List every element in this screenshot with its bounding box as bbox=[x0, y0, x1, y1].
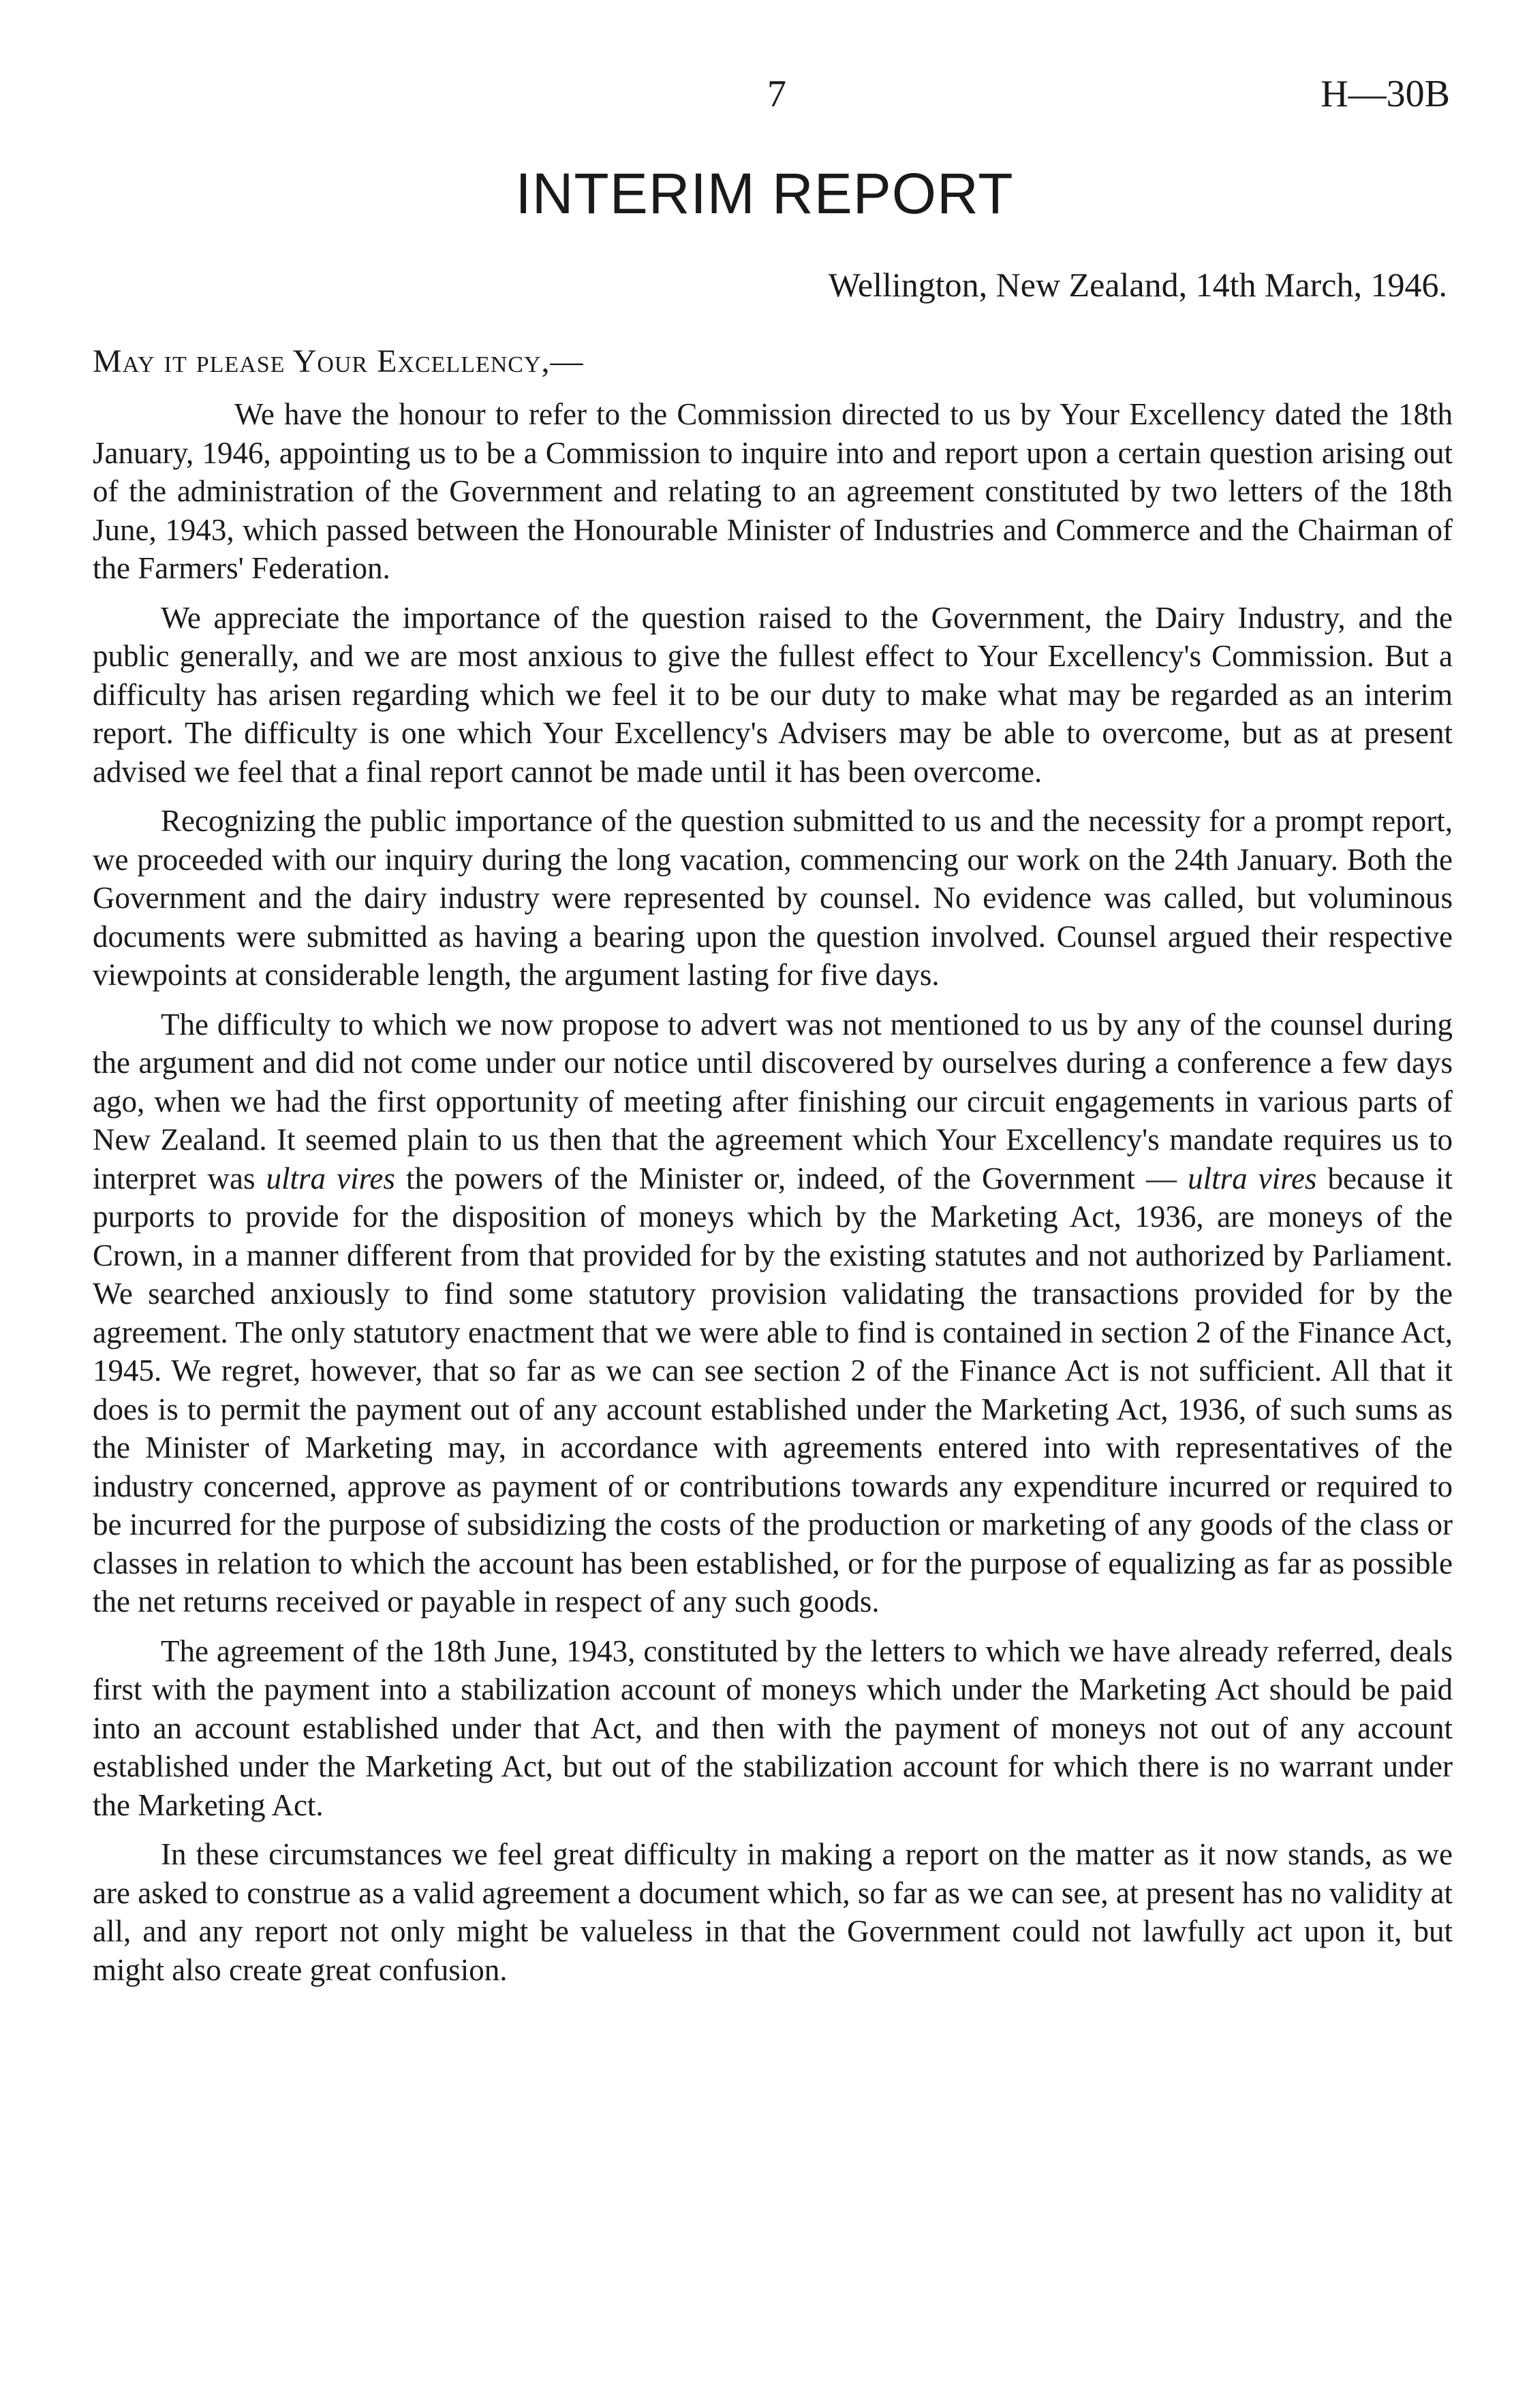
salutation: May it please Your Excellency,— bbox=[93, 343, 584, 379]
paragraph-4-text-c: because it purports to provide for the disposition of moneys which by the Marketing Act, 1936, are moneys of the Crown, in a manner different from that provided for by the existing statutes and not authorized by Parliament. We searched anxiously to find some statutory provision validating the transactions provided for by the agreement. The only statutory enactment that we were able to find is contained in section 2 of the Finance Act, 1945. We regret, however, that so far as we can see section 2 of the Finance Act is not sufficient. All that it does is to permit the payment out of any account established under the Marketing Act, 1936, of such sums as the Minister of Marketing may, in accordance with agreements entered into with representatives of the industry concerned, approve as payment of or contributions towards any expenditure incurred or required to be incurred for the purpose of subsidizing the costs of the production or marketing of any goods of the class or classes in relation to which the account has been established, or for the purpose of equalizing as far as possible the net returns received or payable in respect of any such goods. bbox=[93, 1161, 1453, 1619]
report-body bbox=[93, 395, 1453, 2000]
paragraph-4-latin-term-a: ultra vires bbox=[266, 1161, 395, 1195]
paragraph-2: We appreciate the importance of the question raised to the Government, the Dairy Industry, and the public generally, and we are most anxious to give the fullest effect to Your Excellency's Commission. But a difficulty has arisen regarding which we feel it to be our duty to make what may be regarded as an interim report. The difficulty is one which Your Excellency's Advisers may be able to overcome, but as at present advised we feel that a final report cannot be made until it has been overcome. bbox=[93, 600, 1453, 789]
paragraph-4-latin-term-b: ultra vires bbox=[1188, 1161, 1317, 1195]
dateline: Wellington, New Zealand, 14th March, 1946. bbox=[828, 266, 1447, 304]
report-title: INTERIM REPORT bbox=[515, 161, 1014, 225]
paragraph-5: The agreement of the 18th June, 1943, constituted by the letters to which we have already referred, deals first with the payment into a stabilization account of moneys which under the Marketing Act should be paid into an account established under that Act, and then with the payment of moneys not out of any account established under the Marketing Act, but out of the stabilization account for which there is no warrant under the Marketing Act. bbox=[93, 1633, 1453, 1822]
paragraph-4-text-b: the powers of the Minister or, indeed, of the Government — bbox=[405, 1161, 1177, 1195]
paragraph-4 bbox=[93, 1005, 1453, 1621]
paragraph-3: Recognizing the public importance of the question submitted to us and the necessity for a prompt report, we proceeded with our inquiry during the long vacation, commencing our work on the 24th January. Both the Government and the dairy industry were represented by counsel. No evidence was called, but voluminous documents were submitted as having a bearing upon the question involved. Counsel argued their respective viewpoints at considerable length, the argument lasting for five days. bbox=[93, 804, 1453, 992]
paragraph-4-text-a: The difficulty to which we now propose to advert was not mentioned to us by any of the counsel during the argument and did not come under our notice until discovered by ourselves during a conference a few days ago, when we had the first opportunity of meeting after finishing our circuit engagements in various parts of New Zealand. It seemed plain to us then that the agreement which Your Excellency's mandate requires us to interpret was bbox=[93, 1007, 1453, 1195]
paragraph-1: We have the honour to refer to the Commission directed to us by Your Excellency dated the 18th January, 1946, appointing us to be a Commission to inquire into and report upon a certain question arising out of the administration of the Government and relating to an agreement constituted by two letters of the 18th June, 1943, which passed between the Honourable Minister of Industries and Commerce and the Chairman of the Farmers' Federation. bbox=[93, 397, 1453, 585]
document-reference: H—30B bbox=[1320, 73, 1450, 115]
paragraph-6: In these circumstances we feel great difficulty in making a report on the matter as it now stands, as we are asked to construe as a valid agreement a document which, so far as we can see, at present has no validity at all, and any report not only might be valueless in that the Government could not lawfully act upon it, but might also create great confusion. bbox=[93, 1837, 1453, 1987]
page-number: 7 bbox=[767, 73, 786, 115]
